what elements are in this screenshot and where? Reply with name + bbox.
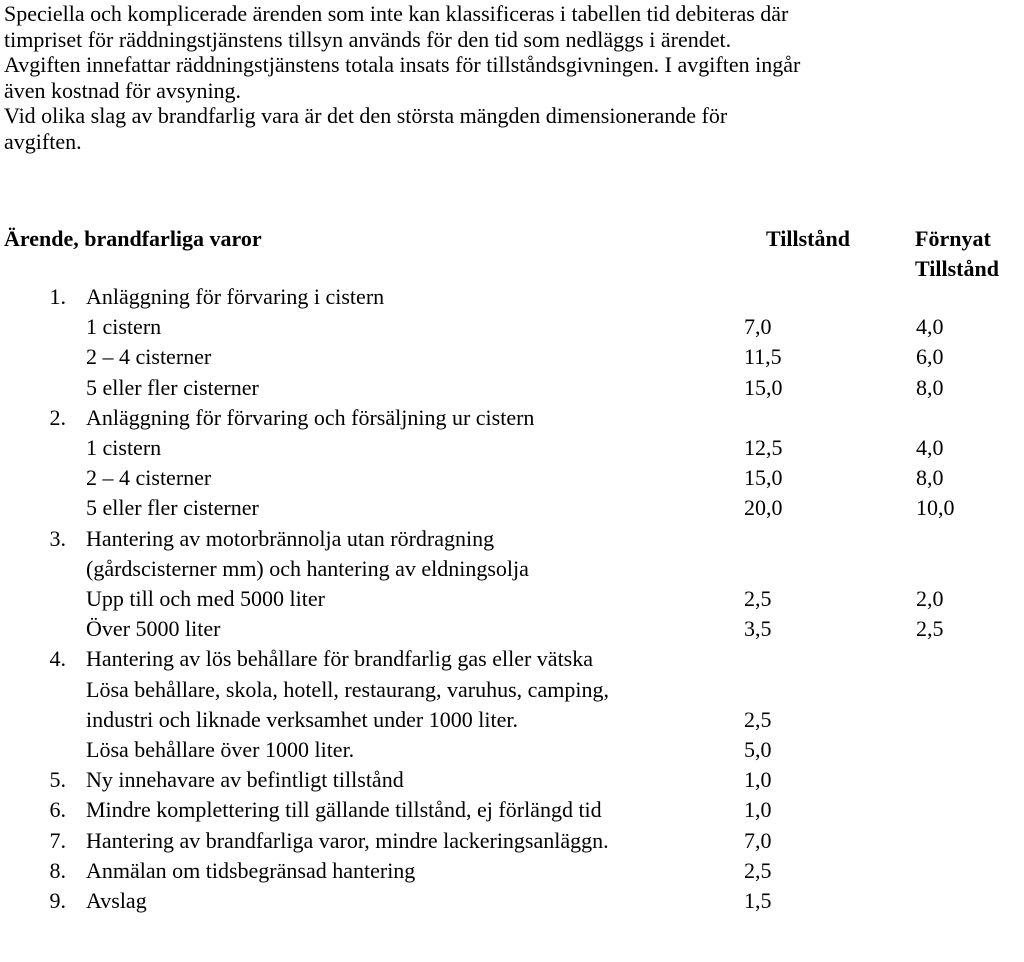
table-row bbox=[4, 616, 1024, 646]
value-tillstand: 1,0 bbox=[744, 767, 772, 793]
table-row bbox=[4, 797, 1024, 827]
row-number: 4. bbox=[49, 646, 66, 672]
value-tillstand: 5,0 bbox=[744, 737, 772, 762]
value-tillstand: 11,5 bbox=[744, 344, 782, 370]
row-description: (gårdscisterner mm) och hantering av eldningsolja bbox=[86, 555, 529, 581]
value-fornyat: 4,0 bbox=[916, 435, 944, 460]
value-tillstand: 7,0 bbox=[744, 827, 772, 853]
value-fornyat: 2,5 bbox=[916, 616, 944, 642]
table-row bbox=[4, 495, 1024, 525]
row-description: Över 5000 liter bbox=[86, 616, 221, 642]
intro-line: Speciella och komplicerade ärenden som inte kan klassificeras i tabellen tid debiteras där bbox=[4, 1, 789, 26]
table-row bbox=[4, 888, 1024, 918]
value-tillstand: 15,0 bbox=[744, 374, 783, 400]
row-description: Anläggning för förvaring och försäljning ur cistern bbox=[86, 404, 535, 430]
table-heading: Ärende, brandfarliga varor bbox=[4, 226, 262, 251]
value-fornyat: 10,0 bbox=[916, 495, 955, 521]
table-row bbox=[4, 465, 1024, 495]
value-tillstand: 1,0 bbox=[744, 797, 772, 823]
row-description: Mindre komplettering till gällande tillstånd, ej förlängd tid bbox=[86, 797, 602, 823]
row-description: 1 cistern bbox=[86, 314, 162, 340]
document-page bbox=[4, 0, 1024, 913]
column-header-fornyat-line2: Tillstånd bbox=[915, 256, 999, 281]
row-description: 5 eller fler cisterner bbox=[86, 374, 259, 400]
intro-line: Vid olika slag av brandfarlig vara är det den största mängden dimensionerande för bbox=[4, 103, 728, 128]
intro-line: Avgiften innefattar räddningstjänstens totala insats för tillståndsgivningen. I avgiften ingår bbox=[4, 52, 801, 77]
table-row bbox=[4, 526, 1024, 556]
row-description: 2 – 4 cisterner bbox=[86, 465, 212, 491]
table-row bbox=[4, 314, 1024, 344]
intro-line: avgiften. bbox=[4, 128, 82, 154]
table-row bbox=[4, 858, 1024, 888]
table-row bbox=[4, 828, 1024, 858]
row-description: 5 eller fler cisterner bbox=[86, 495, 259, 521]
value-fornyat: 8,0 bbox=[916, 465, 944, 491]
row-description: Anmälan om tidsbegränsad hantering bbox=[86, 857, 416, 883]
table-row bbox=[4, 556, 1024, 586]
table-row bbox=[4, 646, 1024, 676]
row-description: 1 cistern bbox=[86, 435, 162, 460]
table-row bbox=[4, 284, 1024, 314]
row-description: Avslag bbox=[86, 888, 147, 913]
row-description: Lösa behållare, skola, hotell, restaurang, varuhus, camping, bbox=[86, 676, 609, 702]
column-header-tillstand: Tillstånd bbox=[766, 226, 850, 251]
value-fornyat: 2,0 bbox=[916, 586, 944, 611]
value-tillstand: 2,5 bbox=[744, 586, 772, 611]
row-number: 2. bbox=[49, 404, 66, 430]
value-tillstand: 3,5 bbox=[744, 616, 772, 642]
table-row bbox=[4, 375, 1024, 405]
row-description: Upp till och med 5000 liter bbox=[86, 586, 325, 611]
value-fornyat: 4,0 bbox=[916, 314, 944, 340]
row-number: 1. bbox=[49, 284, 66, 309]
row-number: 7. bbox=[49, 827, 66, 853]
value-tillstand: 20,0 bbox=[744, 495, 783, 521]
value-fornyat: 6,0 bbox=[916, 344, 944, 370]
value-fornyat: 8,0 bbox=[916, 374, 944, 400]
column-header-fornyat: Förnyat bbox=[915, 226, 991, 251]
table-row bbox=[4, 677, 1024, 707]
value-tillstand: 2,5 bbox=[744, 857, 772, 883]
row-number: 8. bbox=[49, 857, 66, 883]
table-row bbox=[4, 435, 1024, 465]
table-row bbox=[4, 767, 1024, 797]
row-description: Lösa behållare över 1000 liter. bbox=[86, 737, 355, 762]
intro-line: timpriset för räddningstjänstens tillsyn används för den tid som nedläggs i ärendet. bbox=[4, 26, 732, 52]
row-description: Hantering av motorbrännolja utan rördragning bbox=[86, 525, 495, 551]
row-number: 6. bbox=[49, 797, 66, 823]
row-description: Hantering av brandfarliga varor, mindre lackeringsanläggn. bbox=[86, 827, 609, 853]
value-tillstand: 7,0 bbox=[744, 314, 772, 340]
intro-text bbox=[4, 1, 1024, 154]
row-description: 2 – 4 cisterner bbox=[86, 344, 212, 370]
value-tillstand: 2,5 bbox=[744, 706, 772, 732]
intro-line: även kostnad för avsyning. bbox=[4, 77, 242, 103]
row-number: 9. bbox=[49, 888, 66, 913]
row-number: 3. bbox=[49, 525, 66, 551]
row-number: 5. bbox=[49, 767, 66, 793]
table-row bbox=[4, 344, 1024, 374]
value-tillstand: 15,0 bbox=[744, 465, 783, 491]
row-description: industri och liknade verksamhet under 1000 liter. bbox=[86, 706, 518, 732]
table-row bbox=[4, 405, 1024, 435]
table-row bbox=[4, 737, 1024, 767]
table-header bbox=[4, 226, 1024, 286]
value-tillstand: 12,5 bbox=[744, 435, 783, 460]
row-description: Anläggning för förvaring i cistern bbox=[86, 284, 385, 309]
row-description: Hantering av lös behållare för brandfarlig gas eller vätska bbox=[86, 646, 594, 672]
table-row bbox=[4, 707, 1024, 737]
value-tillstand: 1,5 bbox=[744, 888, 772, 913]
table-row bbox=[4, 586, 1024, 616]
row-description: Ny innehavare av befintligt tillstånd bbox=[86, 767, 404, 793]
